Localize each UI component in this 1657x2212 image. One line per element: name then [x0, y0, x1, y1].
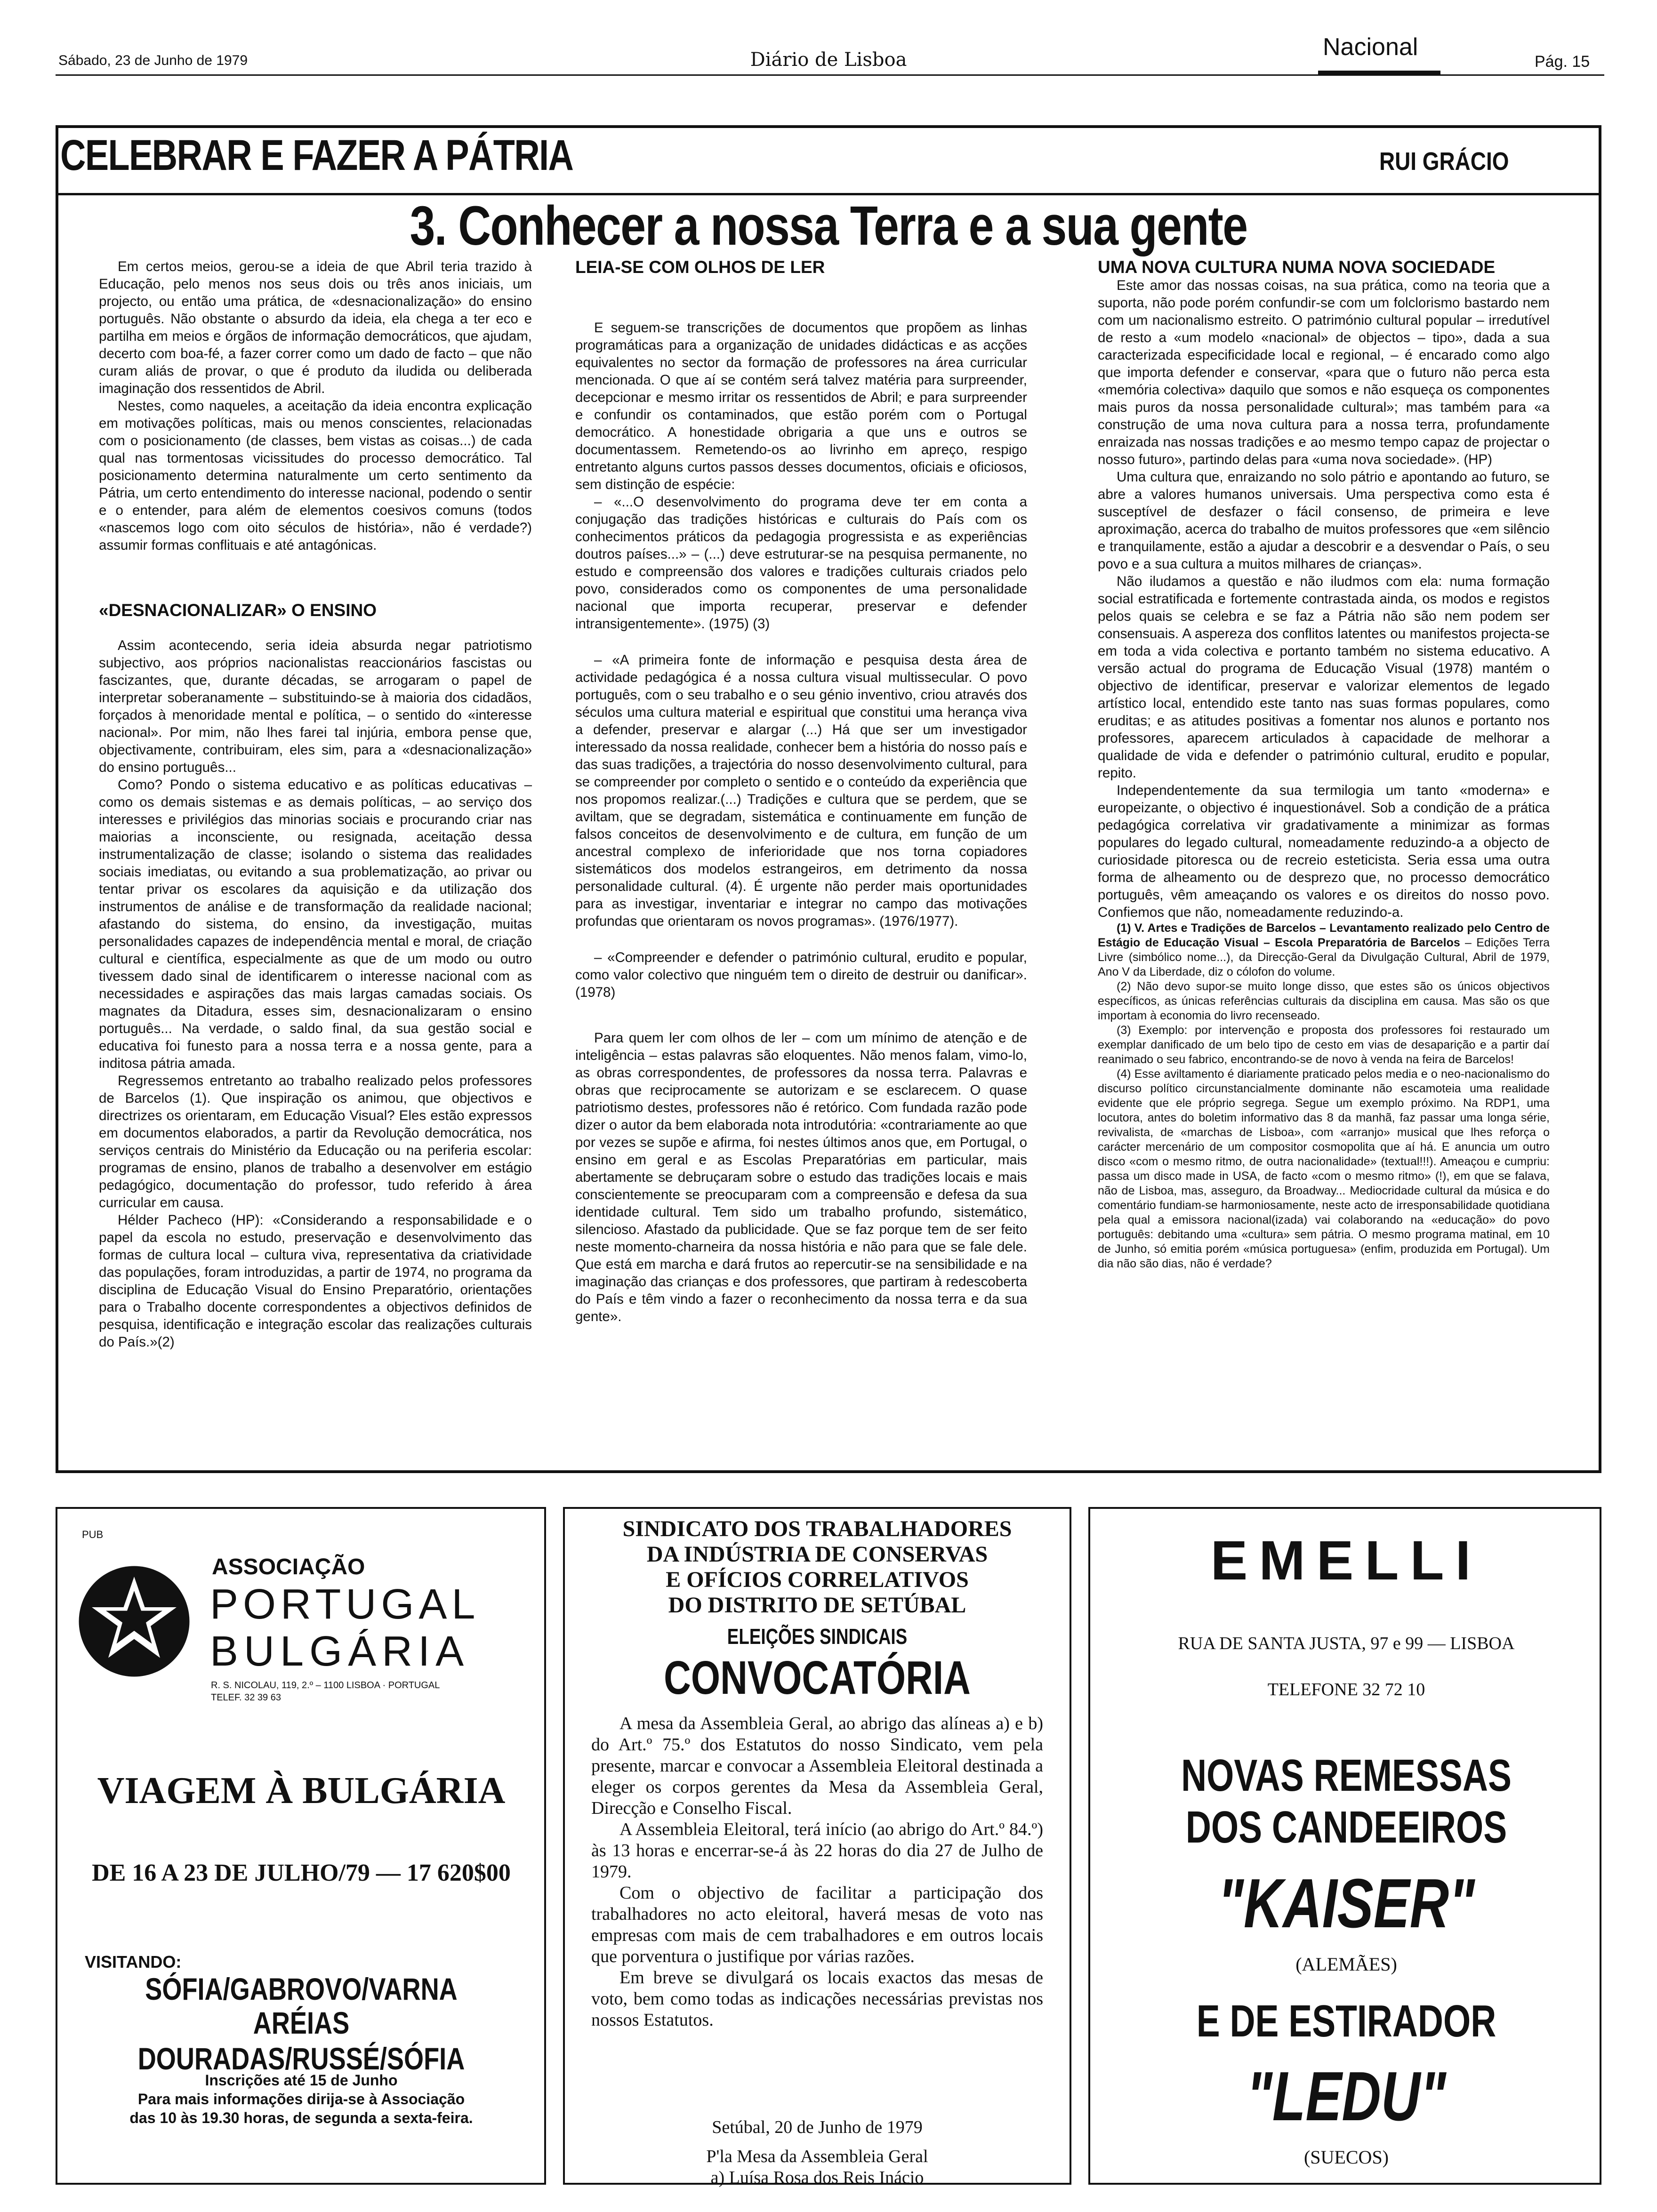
visiting-label: VISITANDO:: [85, 1952, 182, 1972]
section-label: Nacional: [1323, 33, 1418, 61]
address-line: R. S. NICOLAU, 119, 2.º – 1100 LISBOA · PORTUGAL: [211, 1680, 440, 1691]
paragraph: Em certos meios, gerou-se a ideia de que Abril teria trazido à Educação, pelo menos nos seus dois ou três anos iniciais, um projecto, ou então uma prática, de «desnacionalização» do ensino português. Não obstante o absurdo da ideia, ela chega a ter eco e partilha em meios e órgãos de informação democráticos, que ajudam, decerto com boa-fé, a fazer correr como um dado de facto – que não curam aliás de provar, o que é produto da iludida ou deliberada imaginação dos ressentidos de Abril.: [99, 259, 532, 396]
author-name: RUI GRÁCIO: [1379, 147, 1509, 176]
heading-line: DOS CANDEEIROS: [1185, 1802, 1507, 1852]
paragraph: A Assembleia Eleitoral, terá início (ao abrigo do Art.º 84.º) às 13 horas e encerrar-se-á às 22 horas do dia 27 de Julho de 1979.: [591, 1819, 1043, 1882]
footnotes: [1098, 921, 1550, 1271]
brand-ledu: "LEDU": [1247, 2058, 1446, 2135]
paragraph: Em breve se divulgará os locais exactos das mesas de voto, bem como todas as indicações necessárias previstas nos nossos Estatutos.: [591, 1968, 1043, 2030]
subheading: LEIA-SE COM OLHOS DE LER: [575, 257, 825, 277]
page-number: Pág. 15: [1535, 53, 1590, 71]
paragraph: Independentemente da sua termilogia um tanto «moderna» e europeizante, o objectivo é inquestionável. Sob a condição de a prática pedagógica correlativa vir gradativamente a minimizar as formas populares do legado cultural, nomeadamente reduzindo-a a objecto de curiosidade pitoresca ou de recreio esteticista. Seria essa uma outra forma de alheamento ou de desprezo que, no processo democrático português, vêm ameaçando os valores e os direitos do nosso povo. Confiemos que não, nomeadamente reduzindo-a.: [1098, 783, 1550, 920]
union-name-line: E OFÍCIOS CORRELATIVOS: [666, 1567, 969, 1592]
assoc-name-line2: PORTUGAL: [210, 1581, 480, 1628]
signature-line: a) Luísa Rosa dos Reis Inácio: [710, 2168, 924, 2188]
assoc-name-line3: BULGÁRIA: [210, 1628, 470, 1675]
phone-line: TELEF. 32 39 63: [211, 1692, 281, 1703]
paragraph: – «A primeira fonte de informação e pesquisa desta área de actividade pedagógica é a nossa cultura visual multissecular. O povo português, com o seu trabalho e o seu génio inventivo, criou através dos séculos uma cultura material e espiritual que constitui uma herança viva a defender, preservar e alargar (...) Há que ser um investigador interessado da nossa realidade, conhecer bem a história do nosso país e das suas tradições, a trajectória do nosso desenvolvimento cultural, para se compreender por completo o sentido e o conteúdo da experiência que nos propomos realizar.(...) Tradições e cultura que se perdem, que se aviltam, que se degradam, sistemática e continuamente em função de falsos conceitos de desenvolvimento e de cultura, em função de um ancestral complexo de inferioridade que nos torna copiadores sistemáticos dos modelos estrangeiros, em detrimento da nossa personalidade cultural. (4). É urgente não perder mais oportunidades para as investigar, inventariar e integrar no campo das motivações profundas que orientaram os novos programas». (1976/1977).: [575, 652, 1027, 929]
paragraph: E seguem-se transcrições de documentos que propõem as linhas programáticas para a organização de unidades didácticas e as acções equivalentes no sector da formação de professores na área curricular mencionada. O que aí se contém será talvez matéria para surpreender, decepcionar e mesmo irritar os ressentidos de Abril; e para surpreender e confundir os contaminados, que estão porém com o Portugal democrático. A honestidade obrigaria a que uns e outros se documentassem. Remetendo-os ao livrinho em apreço, respigo entretanto alguns curtos passos desses documentos, oficiais e oficiosos, sem distinção de espécie:: [575, 320, 1027, 492]
section-underline: [1318, 71, 1440, 74]
convocation-title: CONVOCATÓRIA: [664, 1651, 971, 1704]
paragraph: Este amor das nossas coisas, na sua prática, como na teoria que a suporta, não pode porém confundir-se com um folclorismo bastardo nem com um nacionalismo estreito. O património cultural popular – irredutível de resto a «um modelo «nacional» de objectos – tipo», dada a sua caracterizada especificidade local e regional, – é encarado como algo que importa defender e conservar, «para que o futuro não perca esta «memória colectiva» daquilo que somos e não esqueça os componentes mais puros da nossa personalidade cultural»; mas também para «a construção de uma nova cultura para a nossa terra, profundamente enraizada nas nossas tradições e ao mesmo tempo capaz de projectar o nosso futuro», partindo delas para «uma nova sociedade». (HP): [1098, 278, 1550, 467]
article-column-2: [575, 258, 1027, 1325]
footnote-2: (2) Não devo supor-se muito longe disso, que estes são os únicos objectivos específicos, as únicas referências culturais da disciplina em causa. Mas são os que importam à economia do livro recenseado.: [1098, 980, 1550, 1022]
union-name-line: DO DISTRITO DE SETÚBAL: [668, 1593, 966, 1618]
union-name-line: SINDICATO DOS TRABALHADORES: [622, 1516, 1012, 1541]
convocation-signature: [565, 2146, 1070, 2188]
spacer: [99, 554, 532, 601]
drafting-heading: E DE ESTIRADOR: [1196, 1996, 1496, 2046]
pub-label: PUB: [82, 1529, 104, 1540]
assoc-name-line1: ASSOCIAÇÃO: [212, 1555, 365, 1579]
masthead: Diário de Lisboa: [750, 49, 907, 71]
paragraph: Como? Pondo o sistema educativo e as políticas educativas – como os demais sistemas e as demais políticas, – ao serviço dos interesses e privilégios das minorias sociais e procurando criar nas maiorias a inconsciente, ou resignada, aceitação dessa instrumentalização de classe; isolando o sistema das realidades sociais imediatas, ou evitando a sua problematização, ao privar ou tentar privar os escolares da aquisição e da utilização dos instrumentos de análise e de transformação da realidade nacional; afastando do sistema, do ensino, da investigação, muitas personalidades capazes de independência mental e moral, de criação cultural e científica, especialmente as que de um modo ou outro tivessem dado sinal de identificarem o interesse nacional com as necessidades e aspirações das mais largas camadas sociais. Os magnates da Ditadura, esses sim, desnacionalizaram o ensino português... Na verdade, o saldo final, da sua gestão social e educativa foi funesto para a nossa terra e a nossa gente, para a inditosa pátria amada.: [99, 777, 532, 1071]
registration-contact: Para mais informações dirija-se à Associação: [137, 2091, 465, 2108]
trip-title: VIAGEM À BULGÁRIA: [97, 1770, 506, 1811]
paragraph: Assim acontecendo, seria ideia absurda negar patriotismo subjectivo, aos próprios nacionalistas reaccionários fascistas ou fascizantes, que, durante décadas, se arrogaram o papel de interpretar soberanamente – substituindo-se à maioria dos cidadãos, forçados à menoridade mental e política, – o sentido do «interesse nacional». Por mim, não lhes farei tal injúria, embora pense que, objectivamente, contribuiram, eles sim, para a «desnacionalização» do ensino português...: [99, 638, 532, 775]
paragraph: Uma cultura que, enraizando no solo pátrio e apontando ao futuro, se abre a valores humanos universais. Uma perspectiva como esta é susceptível de desfazer o fácil consenso, de primeira e leve aproximação, acerca do trabalho de muitos professores que «em silêncio e tranquilamente, estão a ajudar a descobrir e a desvendar o País, o seu povo e a sua cultura a muitos milhares de crianças».: [1098, 469, 1550, 572]
registration-deadline: Inscrições até 15 de Junho: [205, 2072, 398, 2089]
registration-info: [66, 2071, 537, 2127]
paragraph: Não iludamos a questão e não iludmos com ela: numa formação social estratificada e fortemente contrastada ainda, os modos e registos pelos quais se celebra e se faz a Pátria não são nem podem ser consensuais. A aspereza dos conflitos latentes ou manifestos projecta-se em toda a vida colectiva e portanto também no sistema educativo. A versão actual do programa de Educação Visual (1978) mantém o objectivo de identificar, preservar e valorizar elementos de legado artístico local, entendido este tanto nas suas formas populares, como eruditas; e as atitudes positivas a fomentar nos alunos e portanto nos professores, aparecem articulados à capacidade de melhorar a qualidade de vida e defender o património cultural, erudito e popular, repito.: [1098, 574, 1550, 781]
footnote-3: (3) Exemplo: por intervenção e proposta dos professores foi restaurado um exemplar danificado de um belo tipo de cesto em vias de desaparição e a partir daí reanimado o seu fabrico, encontrando-se de novo à venda na feira de Barcelos!: [1098, 1024, 1550, 1066]
convocation-date: Setúbal, 20 de Junho de 1979: [712, 2117, 923, 2137]
itinerary-line1: SÓFIA/GABROVO/VARNA: [145, 1972, 458, 2006]
footnote-1: [1098, 921, 1550, 979]
heading-line: NOVAS REMESSAS: [1181, 1750, 1512, 1801]
star-logo-icon: [75, 1563, 193, 1680]
subheading: «DESNACIONALIZAR» O ENSINO: [99, 601, 377, 620]
article-headline: 3. Conhecer a nossa Terra e a sua gente: [410, 195, 1247, 257]
itinerary-line2: ARÉIAS DOURADAS/RUSSÉ/SÓFIA: [137, 2005, 465, 2076]
paragraph: Para quem ler com olhos de ler – com um mínimo de atenção e de inteligência – estas palavras são eloquentes. Não menos falam, vimo-lo, as obras correspondentes, de professores da nossa terra. Palavras e obras que reciprocamente se autorizam e se esclarecem. O quase patriotismo destes, professores não é retórico. Com fundada razão pode dizer o autor da bem elaborada nota introdutória: «contrariamente ao que por vezes se supõe e afirma, foi nestes últimos anos que, em Portugal, o ensino em geral e as Escolas Preparatórias em particular, mais abertamente se debruçaram sobre o estudo das tradições locais e mais conscientemente se preocuparam com a compreensão e defesa da sua identidade cultural. Tem sido um trabalho profundo, sistemático, silencioso. Afastado da publicidade. Que se faz porque tem de ser feito neste momento-charneira da nossa história e não para que se fale dele. Que está em marcha e dará frutos ao repercutir-se na sensibilidade e na imaginação das crianças e dos professores, que partiram à redescoberta do País e têm vindo a fazer o reconhecimento da nossa terra e da sua gente».: [575, 1030, 1027, 1324]
article-column-3: [1098, 258, 1550, 1271]
signature-line: P'la Mesa da Assembleia Geral: [706, 2147, 928, 2166]
elections-label: ELEIÇÕES SINDICAIS: [727, 1624, 908, 1649]
new-arrivals-heading: [1152, 1750, 1541, 1853]
origin-swedish: (SUECOS): [1303, 2147, 1389, 2168]
footnote-1-text: – Edições Terra Livre (simbólico nome...), da Direcção-Geral da Divulgação Cultural, Abril de 1979, Ano V da Liberdade, diz o cólofon do volume.: [1098, 936, 1550, 978]
paragraph: Regressemos entretanto ao trabalho realizado pelos professores de Barcelos (1). Que inspiração os animou, que objectivos e directrizes os orientaram, em Educação Visual? Eles estão expressos em documentos elaborados, a partir da Revolução democrática, nos serviços centrais do Ministério da Educação ou na periferia escolar: programas de ensino, planos de trabalho a desenvolver em estágio pedagógico, documentação do professor, tudo referido à área curricular em causa.: [99, 1073, 532, 1210]
footnote-4: (4) Esse aviltamento é diariamente praticado pelos media e o neo-nacionalismo do discurso político circunstancialmente dominante não escamoteia uma realidade evidente que ele próprio segrega. Segue um exemplo próximo. Na RDP1, uma locutora, antes do boletim informativo das 8 da manhã, faz passar uma longa série, revivalista, de «marchas de Lisboa», com «arranjo» musical que lhes reforça o carácter mercenário de um compositor cosmopolita que aí há. E anuncia um outro disco «com o mesmo ritmo, de outra nacionalidade» (textual!!!). Ameaçou e cumpriu: passa um disco made in USA, de facto «com o mesmo ritmo» (!), em que se falava, não de Lisboa, mas, asseguro, da Broadway... Mediocridade cultural da música e do comentário fundiam-se harmoniosamente, neste acto de irresponsabilidade quotidiana pela qual a emissora nacional(izada) vai colaborando na «educação» do povo português: debitando uma «cultura» sem pátria. O mesmo programa matinal, em 10 de Junho, só emitia porém «música portuguesa» (enfim, produzida em Portugal). Um dia não são dias, não é verdade?: [1098, 1067, 1550, 1270]
footnote-1-title: (1) V. Artes e Tradições de Barcelos – Levantamento realizado pelo Centro de Estágio de Educação Visual – Escola Preparatória de Barcelos: [1098, 922, 1550, 949]
paragraph: Nestes, como naqueles, a aceitação da ideia encontra explicação em motivações políticas, mais ou menos conscientes, relacionadas com o posicionamento (de classes, bem vistas as coisas...) de cada qual nas tormentosas vicissitudes do processo democrático. Tal posicionamento determina naturalmente um certo sentimento da Pátria, um certo entendimento do interesse nacional, podendo o sentir e o entender, para além de elementos coesivos comuns (todos «nascemos logo com oito séculos de história», não é verdade?) assumir formas conflituais e até antagónicas.: [99, 398, 532, 553]
store-phone: TELEFONE 32 72 10: [1267, 1680, 1425, 1699]
origin-german: (ALEMÃES): [1295, 1954, 1397, 1975]
paragraph: – «Compreender e defender o património cultural, erudito e popular, como valor colectivo que ninguém tem o direito de destruir ou danificar». (1978): [575, 950, 1027, 1000]
store-address: RUA DE SANTA JUSTA, 97 e 99 — LISBOA: [1178, 1634, 1515, 1653]
header-rule: [56, 74, 1604, 76]
registration-hours: das 10 às 19.30 horas, de segunda a sexta-feira.: [129, 2109, 473, 2126]
article-column-1: [99, 258, 532, 1351]
paragraph: – «...O desenvolvimento do programa deve ter em conta a conjugação das tradições históricas e culturais do País com os conhecimentos práticos da pedagogia progressista e as experiências doutros países...» – (...) deve estruturar-se na pesquisa permanente, no estudo e compreensão dos valores e tradições culturais criados pelo povo, considerados como os componentes de uma personalidade nacional que importa recuperar, preservar e defender intransigentemente». (1975) (3): [575, 494, 1027, 632]
trip-dates-price: DE 16 A 23 DE JULHO/79 — 17 620$00: [92, 1859, 511, 1886]
paragraph: Com o objectivo de facilitar a participação dos trabalhadores no acto eleitoral, haverá mesas de voto nas empresas com mais de cem trabalhadores e em outros locais que porventura o justifique por várias razões.: [591, 1883, 1043, 1966]
paragraph: Hélder Pacheco (HP): «Considerando a responsabilidade e o papel da escola no estudo, preservação e desenvolvimento das formas de cultura local – cultura viva, representativa da criatividade das populações, foram introduzidas, a partir de 1974, no programa da disciplina de Educação Visual do Ensino Preparatório, orientações para o Trabalho docente correspondentes a objectivos definidos de pesquisa, identificação e integração escolar das realizações culturais do País.»(2): [99, 1212, 532, 1350]
assoc-address: [211, 1679, 440, 1704]
subheading: UMA NOVA CULTURA NUMA NOVA SOCIEDADE: [1098, 257, 1496, 277]
union-name-line: DA INDÚSTRIA DE CONSERVAS: [646, 1542, 988, 1567]
brand-kaiser: "KAISER": [1218, 1865, 1475, 1942]
emelli-logo: EMELLI: [1210, 1530, 1482, 1592]
section-title: CELEBRAR E FAZER A PÁTRIA: [60, 131, 573, 179]
union-name: [565, 1516, 1070, 1618]
paragraph: A mesa da Assembleia Geral, ao abrigo das alíneas a) e b) do Art.º 75.º dos Estatutos do nosso Sindicato, vem pela presente, marcar e convocar a Assembleia Eleitoral destinada a eleger os corpos gerentes da Mesa da Assembleia Geral, Direcção e Conselho Fiscal.: [591, 1714, 1043, 1818]
convocation-body: [591, 1713, 1043, 2031]
issue-date: Sábado, 23 de Junho de 1979: [58, 53, 248, 68]
